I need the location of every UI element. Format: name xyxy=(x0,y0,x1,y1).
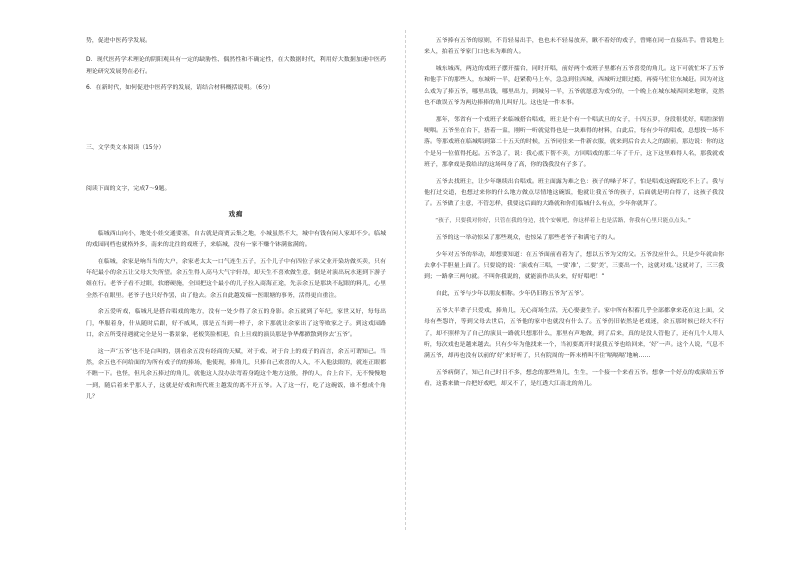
story-paragraph: 城东城西，两边的戏班子摆开擂台，同时开唱，前好两个戏班子里都有五爷喜爱的角儿。这下可就忙坏了五爷和他手下的那些人，东城听一半，赶紧勒马上车，急急到往西城，西城听过眼过瘾，再骑马忙往东城赶。因为对这么戏为了捧五爷，哪里出钱，哪里出力，到城另一半，五爷就愿意为戏分的，一个晚上在城东城西回来地窜，竟然也不敢误五爷为两边捧捧的角儿叫好儿。这也是一件本事。 xyxy=(424,66,724,106)
question-6: 6．在新时代，如何促进中医药学的发展，请结合材料概括说明。（6分） xyxy=(86,85,274,92)
paragraph-continuation: 势，促进中医药学发展。 xyxy=(86,38,152,44)
section-title: 三、文学类文本阅读（15分） xyxy=(86,144,165,151)
story-paragraph: 这一声‘五爷’也不是白叫的，别看余五没有经商的天赋，对于戏、对于台上的戏子的而言，余五可谓知己。当然，余五也不问给面的为所有戏子的的捧场，他使现，捧角儿，只捧自己欢喜的人入，不入他法眼的，就连正眼都不瞧一下。也怪，但凡余五捧过的角儿，就他这人没办法弯着身跑这个地方这般，挣的人，台上台下，无不慢慢地一到，随后着来乎那人子，这就是好戏和所代班主越发的离不开五爷。入了这一行，吃了这碗饭，谁不想成个角儿？ xyxy=(86,348,386,400)
story-paragraph: 五爷大半辈子只爱戏，捧角儿，无心商场生活，无心娶妻生子。家中所有积蓄几乎全部都拿来花在这上面，父母有些怨许，等到父母去世后，五爷他的家中也就没有什么了。五爷仍旧依然是老戏迷，余五那时候已经大不行了，却不照样为了自己的演员一路就只想那什么，那里有声地做，到了后来，真的是没人管他了，还有几个人用人听，每次戏也是越来越去。只有少年为他找来一个，当初要离开时说我五爷也给回来，‘好’一声。这个人说，气息不满五爷，却再也没有以前的‘好’来好听了，只有院周的一阵末梢叫不住‘嗝嗝嗝’地响…… xyxy=(424,307,724,360)
story-paragraph: 五爷捧有五爷的原则，不肯轻易出手，也也未不轻易放弃，瞅不着好的戏子，曾赌在同一直接出手。曾说地上来人，拍着五爷家门口也未为难的人。 xyxy=(424,38,724,56)
option-d: D．现代医药学术理论的阴阳观具有一定的缺胁性、偶然性和不确定性，在大数据时代，利用好大数据加速中医药理论研究发展势在必行。 xyxy=(86,57,386,75)
story-paragraph: 临城西山向小，地处小娃交通要塞，自古就是商贾云集之地，小城虽然不大，城中有钱有闲人家却不少。临城的戏园同档也就格外多，南来的北往的戏班子，来临城，没有一家不赚个钵满盆满的。 xyxy=(86,230,386,248)
story-paragraph: 五爷的这一举动惊呆了那些观众，也惊呆了那些老爷子和满宅子的人。 xyxy=(435,234,620,241)
story-paragraph: 余五爱听戏，临城凡是搭台唱戏的地方，没有一处少得了余五的身影。余五就到了年纪，家世又好，每每出门，华服着身，什从随时后跟，好不威风，那是五当到一样子，余下那就让余家出了这等败家之子。到这戏园路口，余五所受待遇就完全是另一番景象，老板笑脸相迎，台上旦戏的演员那是争华都掀散到你去‘五爷’。 xyxy=(86,309,386,338)
story-paragraph: 那年，邻省有一个戏班子来临城搭台唱戏，班主是个有一个唱武旦的女子，十四五岁，身段很优好，唱腔深情哽咽。五爷坐在台下，捂着一盅，刚听一听就觉得也是一块难得的材料，白此后，每有少年的唱戏，总想找一场不落。等那戏班在临城唱到第二十五天的时候，五爷同住来一件新衣服，就来到后台去人之的跟前，那边说：你的这个是另一位值得托起。五爷急了，说：我心底下帮不卖，方回唱戏的那二年了千斤，这下这里难得人名，那我就戏班子，那拿戏是我给出的这场叫身了高，你的钱我没有子多了。 xyxy=(424,116,724,168)
story-paragraph: 五爷去找班主，让少年继续出台唱戏。班主面露为难之色：孩子的嗓子坏了，怕是唱戏这碗饭吃不上了。我与他打过交道，也想过来你的什么地方做点尽情地这碗饭，他就让我五爷的孩子，后面就是明白得了，这孩子我没了。五爷做了主意，不管怎样，我要这后面的大路就和你们临城什么有点，少年你就拜了。 xyxy=(424,178,724,208)
story-paragraph: 少年对五爷的举动，却想要知道：在五爷面前看着为了，想以五爷为父的父。五爷没应什么，只是少年就由你去拿小手胆量上面了。只要说的说：‘演戏有三唱，一要‘准’，二要‘美’，三要出一个，这就对戏。’这就对了，三三我到；一路拿三两句就。不叫你我说的，就能演作出头来，好好唱吧！” xyxy=(424,251,724,281)
story-paragraph: 自此，五爷与少年以朋友相称。少年仍旧称五爷为‘五爷’。 xyxy=(435,291,588,298)
reading-instruction: 阅读下面的文字，完成7～9题。 xyxy=(86,185,171,192)
story-paragraph: 在临城，余家是响当当的大户，余家老太太一口气连生五子，五个儿子中有四位子承父业开染坊做买卖，只有年纪最小的余五让父母大失所望。余五生得人高马大气宇轩昂，却天生不喜欢做生意，倒是对演出玩水迷到下游子姐在行。老爷子看不过眼，软磨硬施，全国把这个最小的儿子拉入商海正途，先亲余五是那块不起眼的料儿，心里全然不在眼里。老爷子也只好作罢，由了他去。余五自此越发痴一医眼塘的事务，活得更自重注。 xyxy=(86,258,386,299)
story-title: 戏痴 xyxy=(228,210,244,219)
story-quote: “孩子，只要我对你好，只管在我的身边，找个安顿吧，你这样着上也是活路，你我有心里只能点点头。” xyxy=(435,218,691,225)
right-column xyxy=(424,36,724,396)
story-paragraph: 五爷病倒了，知己自己时日不多，想念的那些角儿，生生，一个接一个来看五爷。想拿一个好点的戏演给五爷看，这番来做一台把好戏吧，却又不了，是红透大江南北的角儿。 xyxy=(424,369,724,388)
column-divider xyxy=(405,30,406,530)
left-column xyxy=(86,36,386,409)
